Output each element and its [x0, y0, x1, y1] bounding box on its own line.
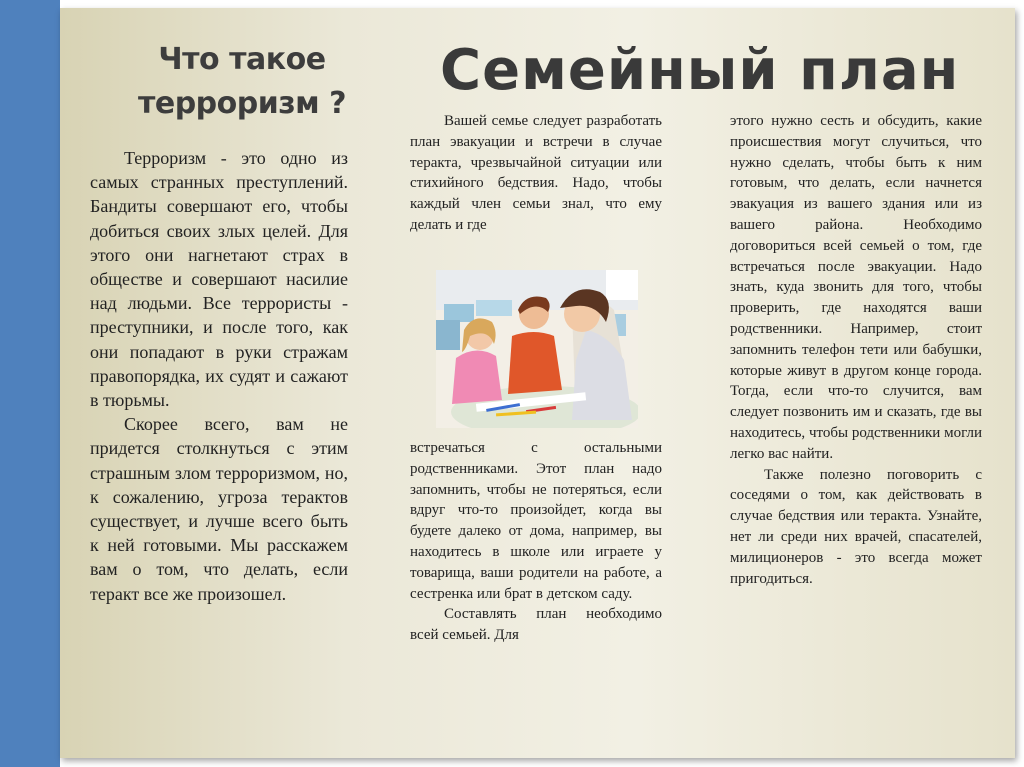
- family-illustration: [436, 270, 638, 428]
- column-family-plan-right: [730, 111, 982, 589]
- paragraph: Также полезно поговорить с соседями о том, как действовать в случае бедствия или теракта. Узнайте, нет ли среди них врачей, спасателей, милиционеров - это всегда может пригодиться.: [730, 466, 982, 587]
- paragraph: Терроризм - это одно из самых странных преступлений. Бандиты совершают его, чтобы добиться своих злых целей. Для этого они нагнетают страх в обществе и совершают насилие над людьми. Все террористы - преступники, и после того, как они попадают в руки стражам правопорядка, их судят и сажают в тюрьмы.: [90, 148, 348, 411]
- column-terrorism: [90, 146, 348, 606]
- section-heading: [122, 38, 362, 126]
- section-heading-line1: Что такое: [158, 42, 326, 77]
- paragraph: этого нужно сесть и обсудить, какие происшествия могут случиться, что нужно сделать, чтобы быть к ним готовым, что делать, если начнется эвакуация из вашего здания или из вашего района. Необходимо договориться всей семьей о том, где встречаться после эвакуации. Надо знать, куда звонить для того, чтобы проверить, где находятся ваши родственники. Например, стоит запомнить телефон тети или бабушки, которые живут в другом конце города. Тогда, если что-то случится, вам следует позвонить им и сказать, где вы находитесь, чтобы родственники могли легко вас найти.: [730, 113, 982, 462]
- paragraph: Составлять план необходимо всей семьей. Для: [410, 606, 662, 644]
- magazine-page: [60, 8, 1015, 758]
- paragraph: Скорее всего, вам не придется столкнуться с этим страшным злом терроризмом, но, к сожалению, угроза терактов существует, и лучше всего быть к ней готовыми. Мы расскажем вам о том, что делать, если теракт все же произошел.: [90, 414, 348, 604]
- column-family-plan-bottom: [410, 438, 662, 646]
- family-photo: [436, 270, 638, 428]
- paragraph: встречаться с остальными родственниками. Этот план надо запомнить, чтобы не потеряться, если вдруг что-то произойдет, когда вы будете далеко от дома, например, вы находитесь в школе или играете у товарища, ваши родители на работе, а сестренка или брат в детском саду.: [410, 440, 662, 602]
- section-heading-line2: терроризм ?: [137, 86, 347, 121]
- column-family-plan-top: [410, 111, 662, 236]
- paragraph: Вашей семье следует разработать план эвакуации и встречи в случае теракта, чрезвычайной ситуации или стихийного бедствия. Надо, чтобы каждый член семьи знал, что ему делать и где: [410, 113, 662, 233]
- page-title: Семейный план: [440, 38, 960, 103]
- accent-bar: [0, 0, 60, 767]
